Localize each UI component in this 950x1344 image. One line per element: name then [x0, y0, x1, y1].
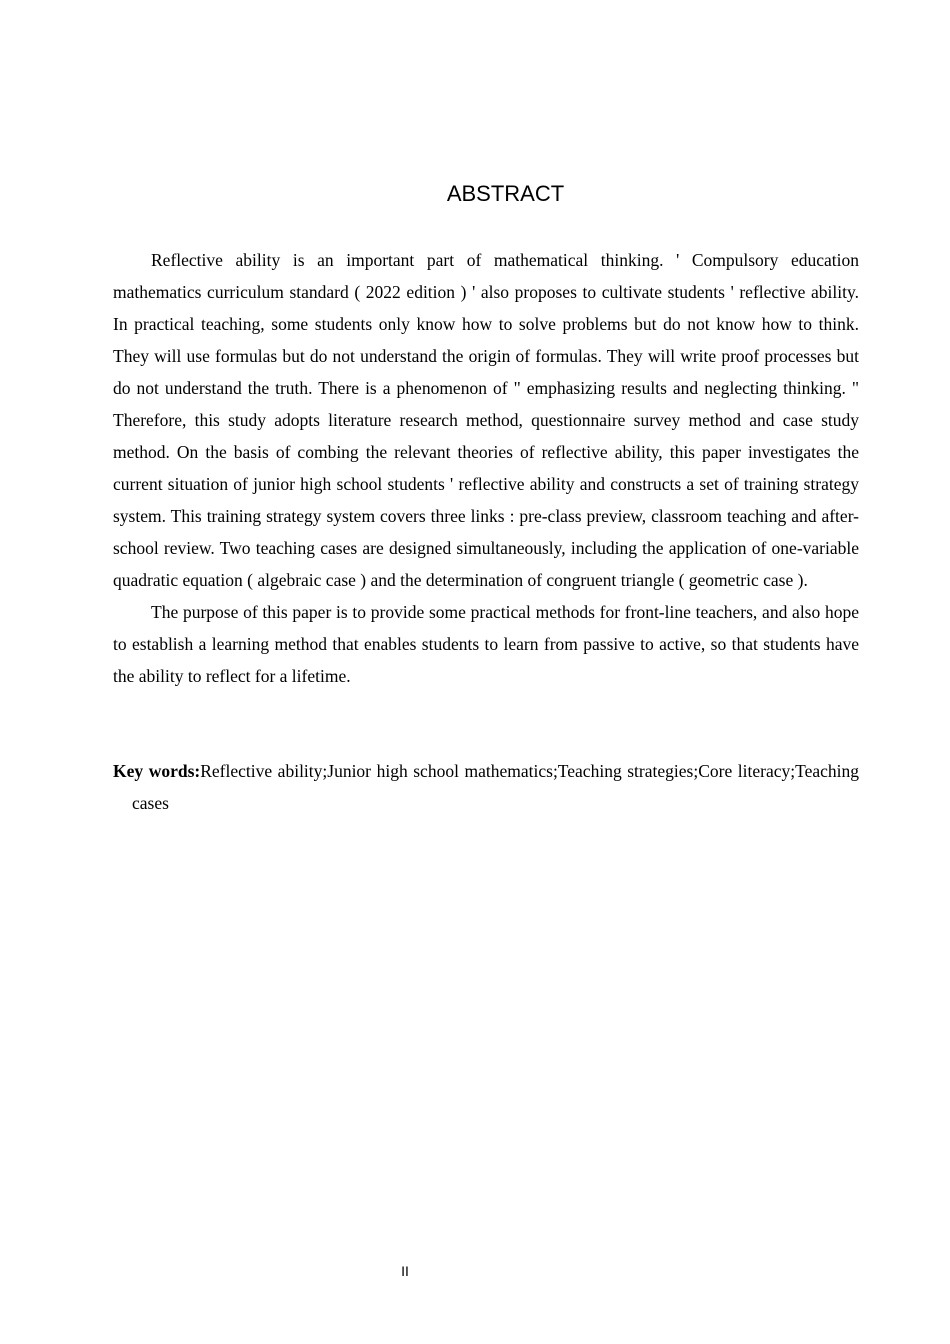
page-number: II [401, 1263, 409, 1279]
abstract-title: ABSTRACT [446, 181, 565, 206]
abstract-paragraph-2: The purpose of this paper is to provide some practical methods for front-line teachers, and also hope to establish a learning method that enables students to learn from passive to active, so that students have the ability to reflect for a lifetime. [113, 602, 859, 686]
abstract-paragraph-1: Reflective ability is an important part of mathematical thinking. ' Compulsory education mathematics curriculum standard ( 2022 edition ) ' also proposes to cultivate students ' reflective ability. In practical teaching, some students only know how to solve problems but do not know how to think. They will use formulas but do not understand the origin of formulas. They will write proof processes but do not understand the truth. There is a phenomenon of " emphasizing results and neglecting thinking. " Therefore, this study adopts literature research method, questionnaire survey method and case study method. On the basis of combing the relevant theories of reflective ability, this paper investigates the current situation of junior high school students ' reflective ability and constructs a set of training strategy system. This training strategy system covers three links : pre-class preview, classroom teaching and after-school review. Two teaching cases are designed simultaneously, including the application of one-variable quadratic equation ( algebraic case ) and the determination of congruent triangle ( geometric case ). [113, 250, 859, 590]
abstract-body [113, 244, 859, 692]
keywords-line [113, 755, 859, 819]
keywords-label: Key words: [113, 761, 201, 781]
keywords-text: Reflective ability;Junior high school mathematics;Teaching strategies;Core literacy;Teaching cases [132, 761, 859, 813]
